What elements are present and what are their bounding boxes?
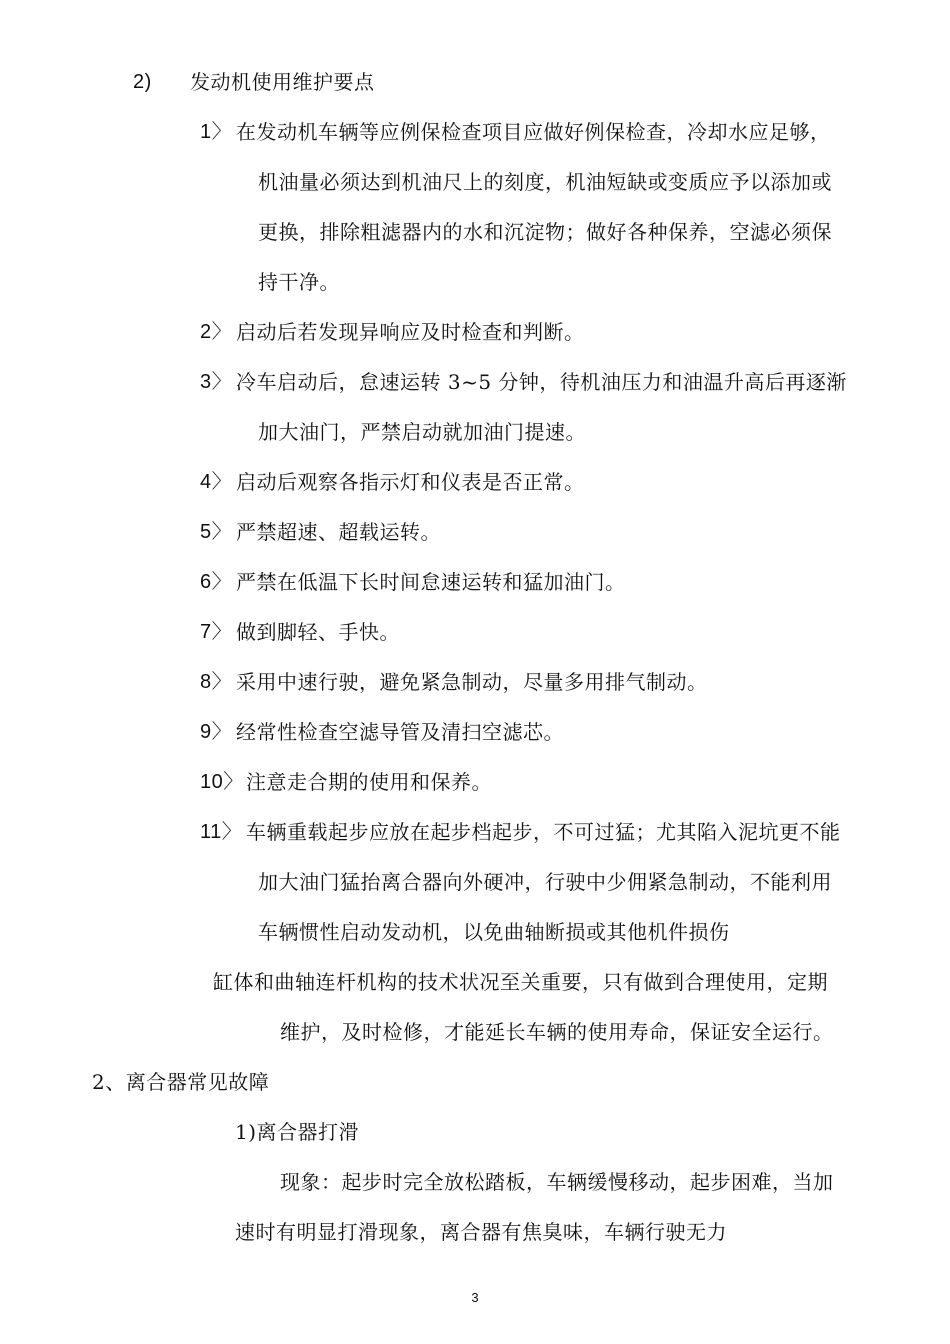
page-number: 3 <box>471 1290 479 1305</box>
phenomenon-text: 现象：起步时完全放松踏板，车辆缓慢移动，起步困难，当加 <box>280 1170 834 1194</box>
list-item-number: 2〉 <box>200 321 233 343</box>
list-item-number: 4〉 <box>200 471 233 493</box>
list-item-text: 车辆重载起步应放在起步档起步，不可过猛；尤其陷入泥坑更不能 <box>246 820 841 844</box>
list-item-text: 采用中速行驶，避免紧急制动，尽量多用排气制动。 <box>236 670 708 694</box>
list-item-number: 11〉 <box>200 821 243 843</box>
list-item-number: 5〉 <box>200 521 233 543</box>
list-item-text: 注意走合期的使用和保养。 <box>246 770 492 794</box>
phenomenon-text: 速时有明显打滑现象，离合器有焦臭味，车辆行驶无力 <box>235 1220 727 1244</box>
list-item-text: 在发动机车辆等应例保检查项目应做好例保检查，冷却水应足够， <box>236 120 831 144</box>
list-item-text: 加大油门，严禁启动就加油门提速。 <box>258 420 586 444</box>
section2-title: 2、离合器常见故障 <box>92 1070 270 1094</box>
list-item-text: 持干净。 <box>258 270 340 294</box>
list-item-text: 启动后观察各指示灯和仪表是否正常。 <box>236 470 585 494</box>
list-item-text: 经常性检查空滤导管及清扫空滤芯。 <box>236 720 564 744</box>
list-item-number: 7〉 <box>200 621 233 643</box>
summary-text: 缸体和曲轴连杆机构的技术状况至关重要，只有做到合理使用，定期 <box>213 970 828 994</box>
list-item-number: 6〉 <box>200 571 233 593</box>
list-item-text: 做到脚轻、手快。 <box>236 620 400 644</box>
list-item-number: 1〉 <box>200 121 233 143</box>
list-item-text: 更换，排除粗滤器内的水和沉淀物；做好各种保养，空滤必须保 <box>258 220 832 244</box>
list-item-number: 3〉 <box>200 371 233 393</box>
section-number: 2) <box>133 71 152 93</box>
list-item-text: 加大油门猛抬离合器向外硬冲，行驶中少佣紧急制动，不能利用 <box>258 870 832 894</box>
list-item-number: 8〉 <box>200 671 233 693</box>
list-item-text: 车辆惯性启动发动机，以免曲轴断损或其他机件损伤 <box>258 920 730 944</box>
section2-subtitle: 1)离合器打滑 <box>235 1120 360 1144</box>
list-item-text: 严禁超速、超载运转。 <box>236 520 441 544</box>
summary-text: 维护，及时检修，才能延长车辆的使用寿命，保证安全运行。 <box>280 1020 834 1044</box>
section-title: 发动机使用维护要点 <box>190 70 375 94</box>
list-item-text: 机油量必须达到机油尺上的刻度，机油短缺或变质应予以添加或 <box>258 170 832 194</box>
list-item-text: 冷车启动后，怠速运转 3~5 分钟，待机油压力和油温升高后再逐渐 <box>236 370 847 394</box>
list-item-number: 10〉 <box>200 771 244 793</box>
list-item-text: 启动后若发现异响应及时检查和判断。 <box>236 320 585 344</box>
list-item-number: 9〉 <box>200 721 233 743</box>
list-item-text: 严禁在低温下长时间怠速运转和猛加油门。 <box>236 570 626 594</box>
